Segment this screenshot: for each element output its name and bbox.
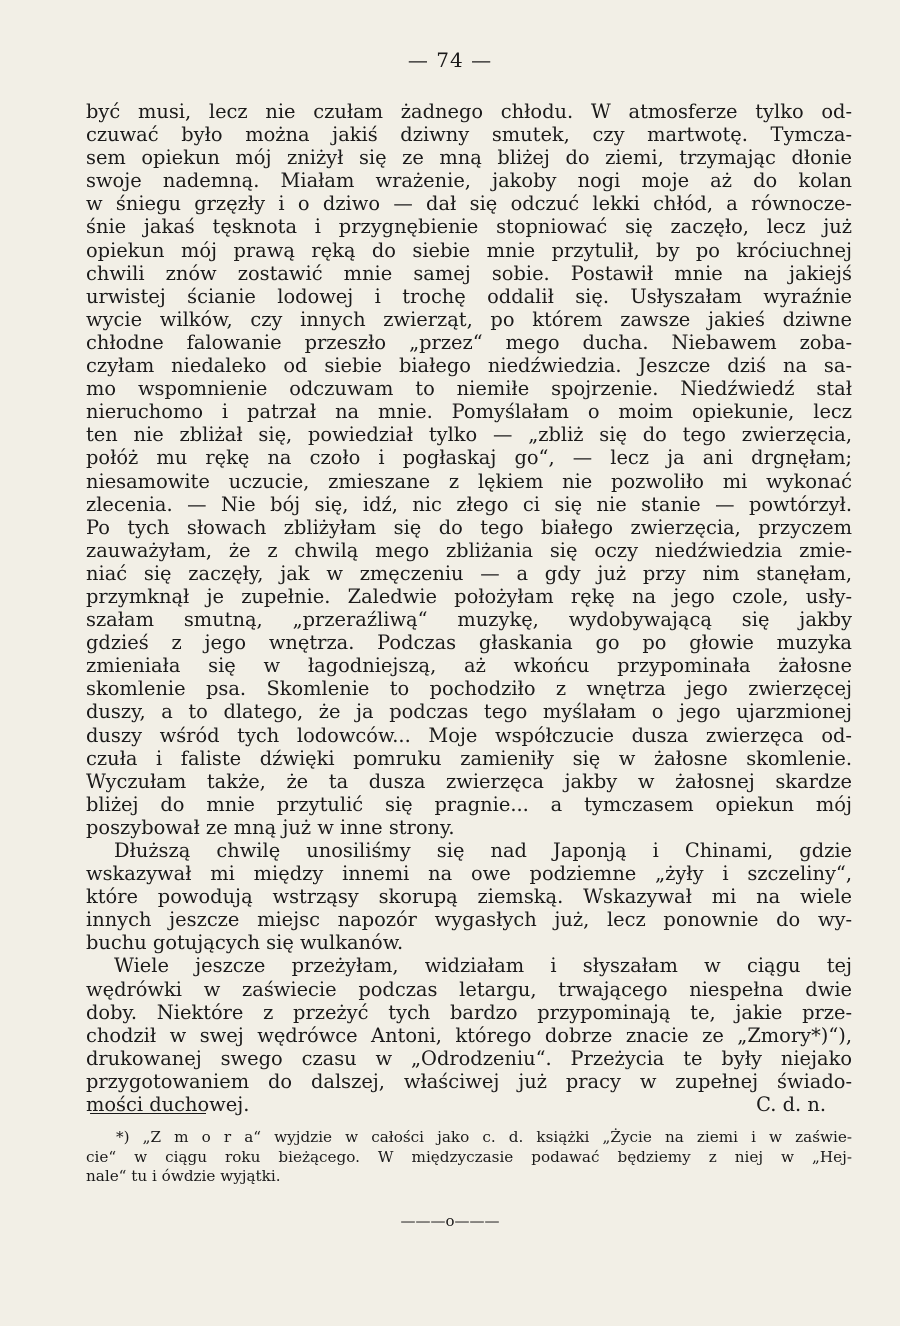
text-line: czyłam niedaleko od siebie białego niedźwiedzia. Jeszcze dziś na sa- [86,354,852,378]
text-line: bliżej do mnie przytulić się pragnie... a tymczasem opiekun mój [86,792,852,816]
text-line: szałam smutną, „przeraźliwą“ muzykę, wydobywającą się jakby [86,608,852,632]
text-line: przymknął je zupełnie. Zaledwie położyłam rękę na jego czole, usły- [86,584,852,608]
text-line: mo wspomnienie odczuwam to niemiłe spojrzenie. Niedźwiedź stał [86,377,852,401]
text-line: zauważyłam, że z chwilą mego zbliżania się oczy niedźwiedzia zmie- [86,538,852,562]
text-line: skomlenie psa. Skomlenie to pochodziło z wnętrza jego zwierzęcej [86,677,852,701]
page-number: — 74 — [407,48,493,72]
text-line: Wyczułam także, że ta dusza zwierzęca jakby w żałosnej skardze [86,769,852,793]
paragraph-end-line: poszybował ze mną już w inne strony. [86,815,455,839]
text-line: zmieniała się w łagodniejszą, aż wkońcu przypominała żałosne [86,654,852,678]
body-text [86,100,852,1116]
text-line: przygotowaniem do dalszej, właściwej już pracy w zupełnej świado- [86,1069,852,1093]
text-line: duszy, a to dlatego, że ja podczas tego myślałam o jego ujarzmionej [86,700,852,724]
text-line: innych jeszcze miejsc napozór wygasłych już, lecz ponownie do wy- [86,908,852,932]
text-line: być musi, lecz nie czułam żadnego chłodu. W atmosferze tylko od- [86,100,852,123]
text-line: ten nie zbliżał się, powiedział tylko — „zbliż się do tego zwierzęcia, [86,423,852,447]
text-line: duszy wśród tych lodowców... Moje współczucie dusza zwierzęca od- [86,723,852,747]
text-line: które powodują wstrząsy skorupą ziemską. Wskazywał mi na wiele [86,885,852,909]
text-line: doby. Niektóre z przeżyć tych bardzo przypominają te, jakie prze- [86,1000,852,1024]
text-line: wycie wilków, czy innych zwierząt, po którem zawsze jakieś dziwne [86,307,852,331]
final-line: mości duchowej. [86,1093,250,1117]
text-line: chodził w swej wędrówce Antoni, którego dobrze znacie ze „Zmory*)“), [86,1023,852,1047]
text-line: chłodne falowanie przeszło „przez“ mego ducha. Niebawem zoba- [86,330,852,354]
text-line: swoje nademną. Miałam wrażenie, jakoby nogi moje aż do kolan [86,169,852,193]
text-line: urwistej ścianie lodowej i trochę oddalił się. Usłyszałam wyraźnie [86,284,852,308]
paragraph-start-line: Wiele jeszcze przeżyłam, widziałam i słyszałam w ciągu tej [114,954,852,978]
text-line: sem opiekun mój zniżył się ze mną bliżej do ziemi, trzymając dłonie [86,146,852,170]
text-line: w śniegu grzęzły i o dziwo — dał się odczuć lekki chłód, a równocze- [86,192,852,216]
text-line: wędrówki w zaświecie podczas letargu, trwającego niespełna dwie [86,977,852,1001]
text-line: śnie jakaś tęsknota i przygnębienie stopniować się zaczęło, lecz już [86,215,852,239]
text-line: czuwać było można jakiś dziwny smutek, czy martwotę. Tymcza- [86,123,852,147]
footnote-line: nale“ tu i ówdzie wyjątki. [86,1167,281,1185]
text-line: połóż mu rękę na czoło i pogłaskaj go“, — lecz ja ani drgnęłam; [86,446,852,470]
text-line: wskazywał mi między innemi na owe podziemne „żyły i szczeliny“, [86,862,852,886]
footnote-line: *) „Z m o r a“ wyjdzie w całości jako c. d. książki „Życie na ziemi i w zaświe- [116,1128,852,1146]
paragraph-end-line: buchu gotujących się wulkanów. [86,931,404,955]
text-line: gdzieś z jego wnętrza. Podczas głaskania go po głowie muzyka [86,631,852,655]
text-line: chwili znów zostawić mnie samej sobie. Postawił mnie na jakiejś [86,261,852,285]
text-line: nieruchomo i patrzał na mnie. Pomyślałam o moim opiekunie, lecz [86,400,852,424]
text-line: niać się zaczęły, jak w zmęczeniu — a gdy już przy nim stanęłam, [86,561,852,585]
end-ornament: ———o——— [400,1212,500,1230]
text-line: opiekun mój prawą ręką do siebie mnie przytulił, by po króciuchnej [86,238,852,262]
text-line: czuła i faliste dźwięki pomruku zamieniły się w żałosne skomlenie. [86,746,852,770]
text-line: niesamowite uczucie, zmieszane z lękiem nie pozwoliło mi wykonać [86,469,852,493]
paragraph-start-line: Dłuższą chwilę unosiliśmy się nad Japonją i Chinami, gdzie [114,839,852,862]
text-line: drukowanej swego czasu w „Odrodzeniu“. Przeżycia te były niejako [86,1046,852,1070]
text-line: zlecenia. — Nie bój się, idź, nic złego ci się nie stanie — powtórzył. [86,492,852,516]
footnote [86,1128,852,1187]
text-line: Po tych słowach zbliżyłam się do tego białego zwierzęcia, przyczem [86,515,852,539]
continuation-signoff: C. d. n. [756,1093,826,1117]
footnote-rule [90,1113,206,1114]
footnote-line: cie“ w ciągu roku bieżącego. W międzyczasie podawać będziemy z niej w „Hej- [86,1147,852,1166]
